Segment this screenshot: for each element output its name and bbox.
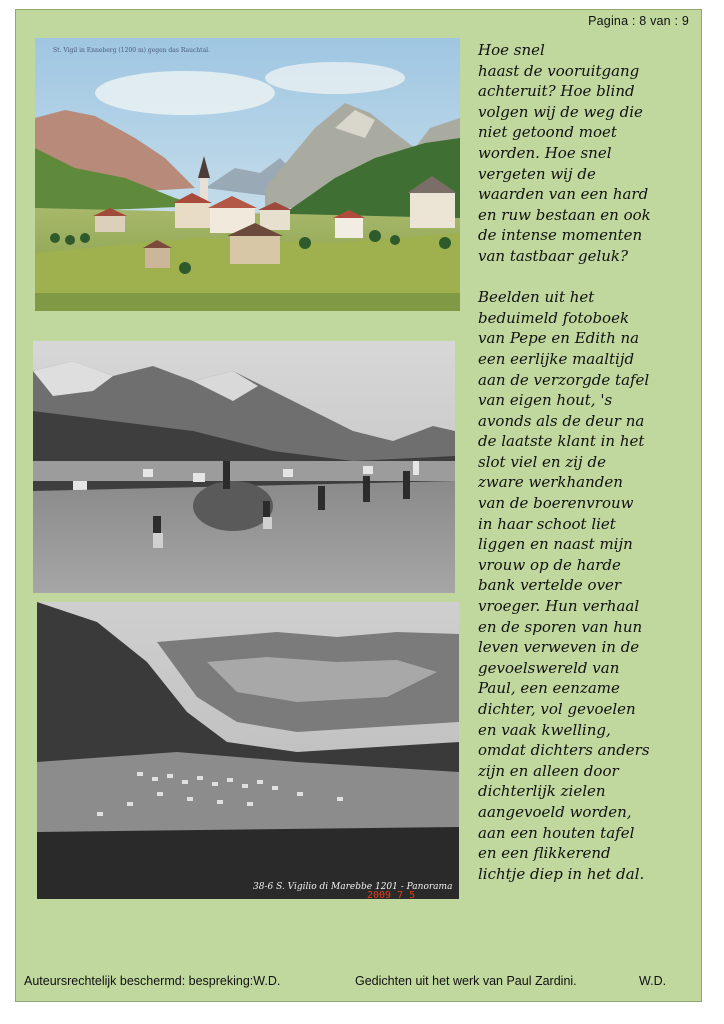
date-stamp: 2009 7 5 (367, 890, 416, 899)
postcard-illustration (35, 38, 460, 311)
footer-copyright: Auteursrechtelijk beschermd: bespreking:W.D. (24, 974, 281, 988)
page-number: Pagina : 8 van : 9 (588, 14, 689, 28)
haymaking-bw-photo (33, 341, 455, 593)
footer-initials: W.D. (639, 974, 667, 988)
postcard-caption: St. Vigil in Enneberg (1200 m) gegen das Rauchtal. (53, 47, 210, 54)
valley-illustration (37, 602, 459, 899)
poem-text (478, 40, 696, 884)
haymaking-illustration (33, 341, 455, 593)
poem-stanza-1: Hoe snel haast de vooruitgang achteruit? Hoe blind volgen wij de weg die niet getoond moet worden. Hoe snel vergeten wij de waarden van een hard en ruw bestaan en ook de intense momenten van tastbaar geluk? (478, 41, 651, 265)
poem-stanza-2: Beelden uit het beduimeld fotoboek van Pepe en Edith na een eerlijke maaltijd aan de verzorgde tafel van eigen hout, 's avonds als de deur na de laatste klant in het slot viel en zij de zware werkhanden van de boerenvrouw in haar schoot liet liggen en naast mijn vrouw op de harde bank vertelde over vroeger. Hun verhaal en de sporen van hun leven verweven in de gevoelswereld van Paul, een eenzame dichter, vol gevoelen en vaak kwelling, omdat dichters anders zijn en alleen door dichterlijk zielen aangevoeld worden, aan een houten tafel en een flikkerend lichtje diep in het dal. (478, 288, 650, 883)
panorama-caption: 38-6 S. Vigilio di Marebbe 1201 - Panorama (253, 882, 453, 892)
footer-source: Gedichten uit het werk van Paul Zardini. (355, 974, 577, 988)
valley-panorama-bw (37, 602, 459, 899)
document-page (15, 9, 702, 1002)
postcard-village-color (35, 38, 460, 311)
